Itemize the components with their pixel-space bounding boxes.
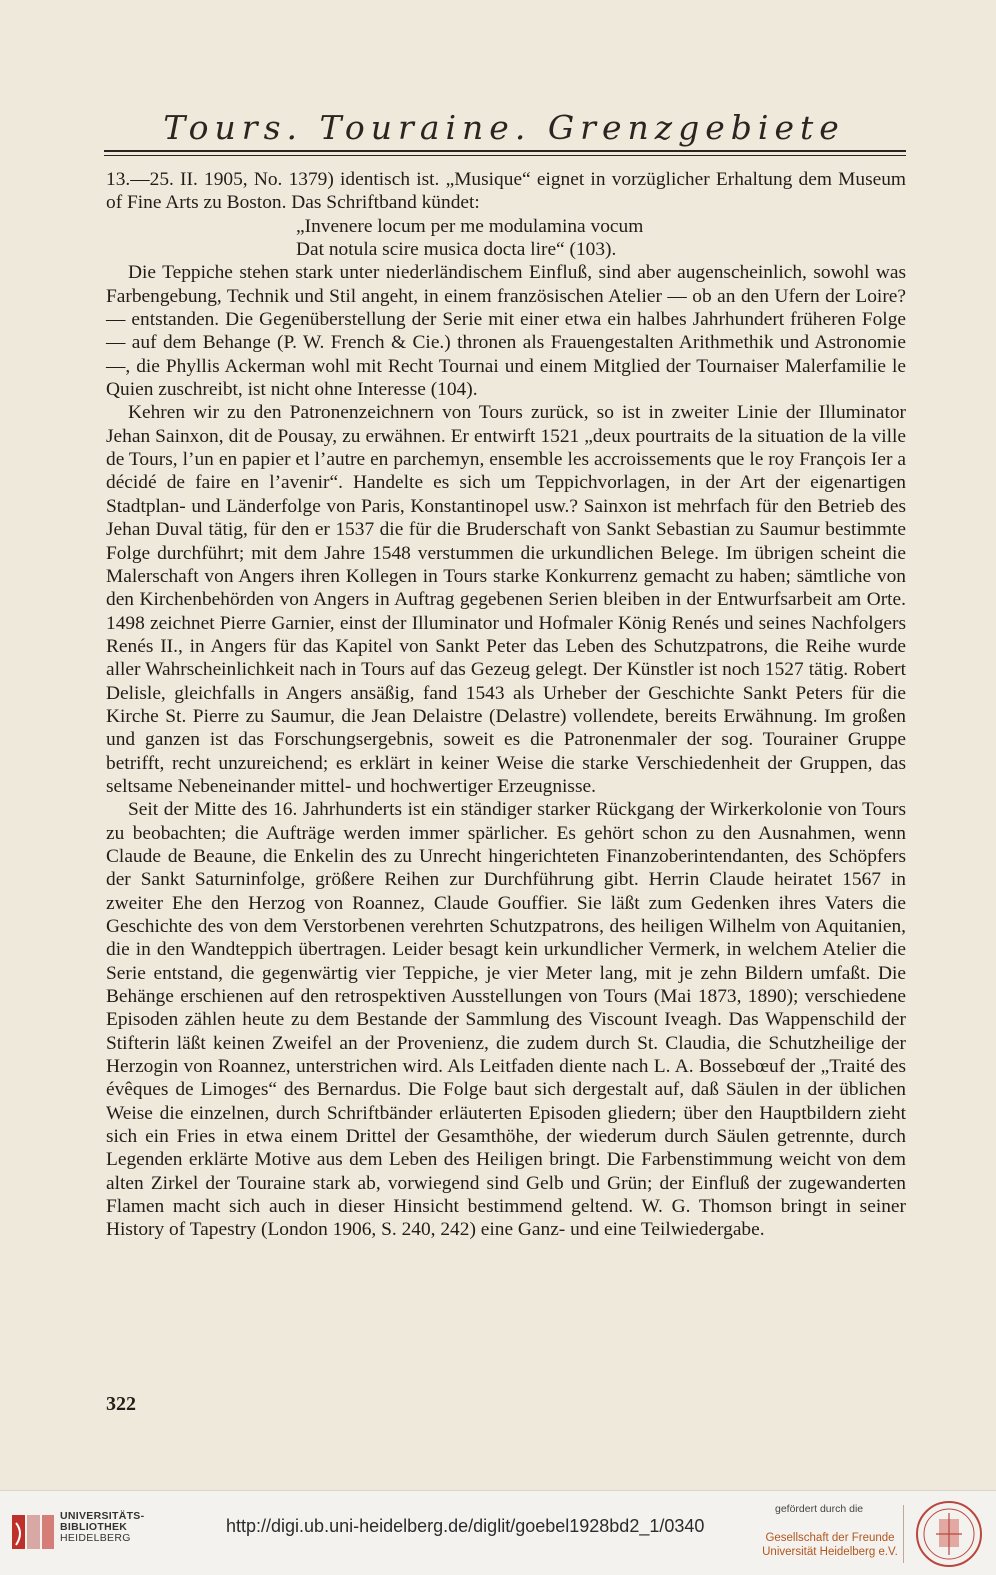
sponsor-label: gefördert durch die (775, 1503, 864, 1515)
university-seal-icon (912, 1499, 986, 1569)
paragraph: Die Teppiche stehen stark unter niederländischem Einfluß, sind aber augenscheinlich, sowohl was Farbengebung, Technik und Stil angeht, in einem französischen Atelier — ob an den Ufern der Loire? — entstanden. Die Gegenüberstellung der Serie mit einer etwa ein halbes Jahrhundert früheren Folge — auf dem Behange (P. W. French & Cie.) thronen als Frauengestalten Arithmethik und Astronomie —, die Phyllis Ackerman wohl mit Recht Tournai und einem Mitglied der Tournaiser Malerfamilie le Quien zuschreibt, ist nicht ohne Interesse (104). (106, 262, 906, 401)
paragraph: Seit der Mitte des 16. Jahrhunderts ist ein ständiger starker Rückgang der Wirkerkolonie von Tours zu beobachten; die Aufträge werden immer spärlicher. Es gehört schon zu den Ausnahmen, wenn Claude de Beaune, die Enkelin des zu Unrecht hingerichteten Finanzoberintendanten, des Schöpfers der Sankt Saturninfolge, größere Reihen zur Durchführung gibt. Herrin Claude heiratet 1567 in zweiter Ehe den Herzog von Roannez, Claude Gouffier. Sie läßt zum Gedenken ihres Vaters die Geschichte des von dem Verstorbenen verehrten Schutzpatrons, des heiligen Wilhelm von Aquitanien, die in den Wandteppich übertragen. Leider besagt kein urkundlicher Vermerk, in welchem Atelier die Serie entstand, die gegenwärtig vier Teppiche, je vier Meter lang, mit je zehn Bildern umfaßt. Die Behänge erschienen auf den retrospektiven Ausstellungen von Tours (Mai 1873, 1890); verschiedene Episoden zählen heute zu dem Bestande der Sammlung des Viscount Iveagh. Das Wappenschild der Stifterin läßt keinen Zweifel an der Provenienz, die zudem durch St. Claudia, die Schutzheilige der Herzogin von Roannez, unterstrichen wird. Als Leitfaden diente nach L. A. Bossebœuf der „Traité des évêques de Limoges“ des Bernardus. Die Folge baut sich dergestalt auf, daß Säulen in der üblichen Weise die einzelnen, durch Schriftbänder erläuterten Episoden gliedern; über den Hauptbildern zieht sich ein Fries in etwa einem Drittel der Gesamthöhe, der wiederum durch Säulen getrennte, durch Legenden erklärte Motive aus dem Leben des Heiligen bringt. Die Farbenstimmung weicht von dem alten Zirkel der Touraine stark ab, vorwiegend sind Gelb und Grün; der Einfluß der zugewanderten Flamen macht sich auch in dieser Hinsicht bestimmend geltend. W. G. Thomson bringt in seiner History of Tapestry (London 1906, S. 240, 242) eine Ganz- und eine Teilwiedergabe. (106, 799, 906, 1241)
verse-line: Dat notula scire musica docta lire“ (103). (296, 239, 617, 261)
body-text (106, 168, 906, 1242)
sponsor-name: Gesellschaft der Freunde Universität Heidelberg e.V. (762, 1532, 898, 1558)
paragraph: 13.—25. II. 1905, No. 1379) identisch ist. „Musique“ eignet in vorzüglicher Erhaltung dem Museum of Fine Arts zu Boston. Das Schriftband kündet: (106, 169, 906, 214)
library-name: UNIVERSITÄTS- BIBLIOTHEK HEIDELBERG (60, 1510, 145, 1544)
paragraph: Kehren wir zu den Patronenzeichnern von Tours zurück, so ist in zweiter Linie der Illuminator Jehan Sainxon, dit de Pousay, zu erwähnen. Er entwirft 1521 „deux pourtraits de la situation de la ville de Tours, l’un en papier et l’autre en parchemyn, ensemble les accroissements que le roy François Ier a décidé de faire en l’avenir“. Handelte es sich um Teppichvorlagen, in der Art der eigenartigen Stadtplan- und Länderfolge von Paris, Konstantinopel usw.? Sainxon ist mehrfach für den Betrieb des Jehan Duval tätig, für den er 1537 die für die Bruderschaft von Sankt Sebastian zu Saumur bestimmte Folge durchführt; mit dem Jahre 1548 verstummen die urkundlichen Belege. Im übrigen scheint die Malerschaft von Angers ihren Kollegen in Tours starke Konkurrenz gemacht zu haben; sämtliche von den Kirchenbehörden von Angers in Auftrag gegebenen Serien bleiben in der Entwurfsarbeit am Orte. 1498 zeichnet Pierre Garnier, einst der Illuminator und Hofmaler König Renés und seines Nachfolgers Renés II., in Angers für das Kapitel von Sankt Peter das Leben des Schutzpatrons, die Reihe wurde aller Wahrscheinlichkeit nach in Tours auf das Gezeug gelegt. Der Künstler ist noch 1527 tätig. Robert Delisle, gleichfalls in Angers ansäßig, fand 1543 als Urheber der Geschichte Sankt Peters für die Kirche St. Pierre zu Saumur, die Jean Delaistre (Delastre) vollendete, bereits Erwähnung. Im großen und ganzen ist das Forschungsergebnis, soweit es die Patronenmaler der sog. Tourainer Gruppe betrifft, recht unzureichend; es erklärt in keiner Weise die starke Verschiedenheit der Gruppen, das seltsame Nebeneinander mittel- und hochwertiger Erzeugnisse. (106, 402, 906, 797)
footer-bar (0, 1490, 996, 1575)
running-title: Tours. Touraine. Grenzgebiete (163, 108, 845, 147)
header-rule (104, 150, 906, 152)
page-number: 322 (106, 1393, 136, 1415)
header-rule-thin (104, 155, 906, 156)
footer-divider (903, 1505, 904, 1563)
verse-line: „Invenere locum per me modulamina vocum (296, 215, 644, 237)
permalink-url[interactable]: http://digi.ub.uni-heidelberg.de/diglit/goebel1928bd2_1/0340 (226, 1516, 705, 1536)
library-logo-icon (10, 1509, 56, 1555)
